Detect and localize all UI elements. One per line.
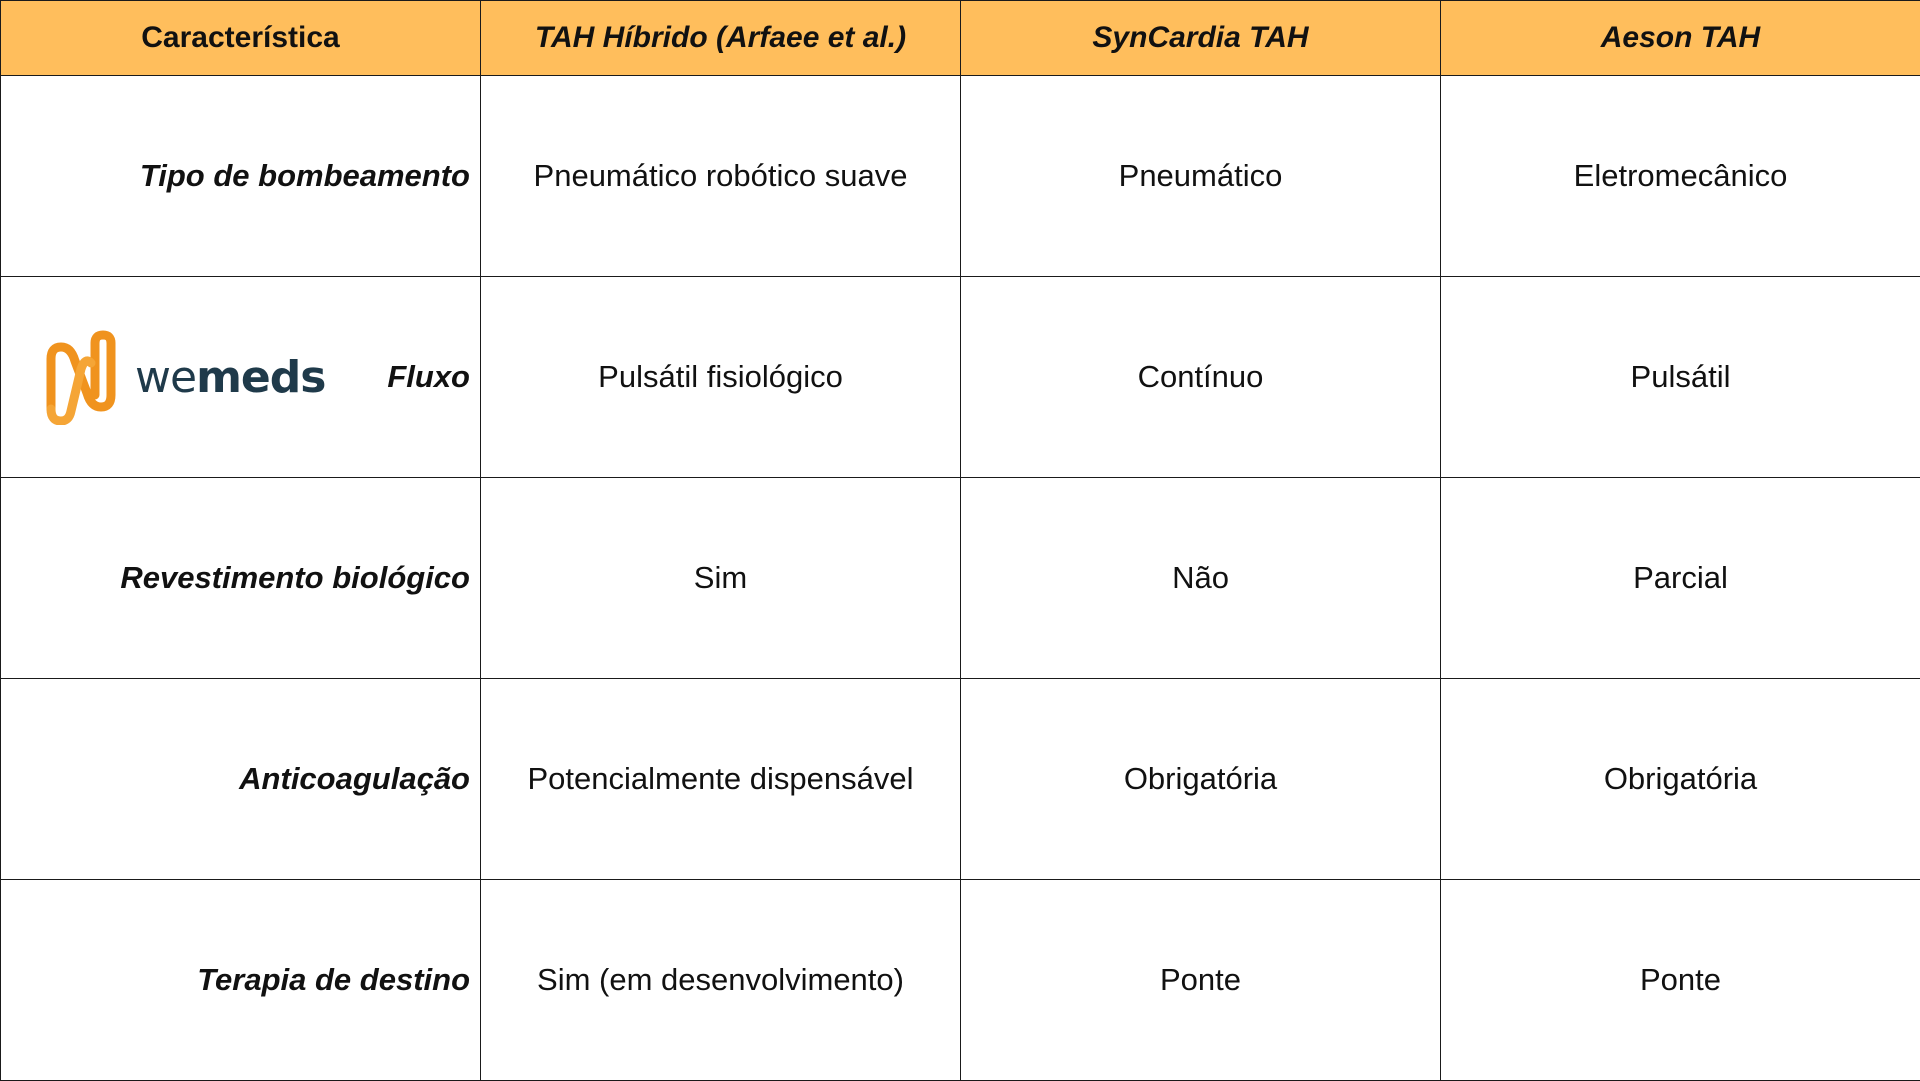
feature-cell-with-logo: [1, 277, 481, 478]
table-cell: Pulsátil: [1441, 277, 1920, 478]
table-cell: Ponte: [1441, 880, 1920, 1081]
table-row: [1, 679, 1920, 880]
table-cell: Pneumático robótico suave: [481, 76, 961, 277]
table-cell: Contínuo: [961, 277, 1441, 478]
wemeds-wave-icon: [41, 329, 121, 425]
table-row: [1, 880, 1920, 1081]
table-cell: Potencialmente dispensável: [481, 679, 961, 880]
table-cell: Não: [961, 478, 1441, 679]
header-aeson-tah: Aeson TAH: [1441, 1, 1920, 76]
table-cell: Pulsátil fisiológico: [481, 277, 961, 478]
table-cell: Eletromecânico: [1441, 76, 1920, 277]
feature-label: Fluxo: [387, 359, 470, 394]
feature-label: Tipo de bombeamento: [1, 76, 481, 277]
header-syncardia-tah: SynCardia TAH: [961, 1, 1441, 76]
header-row: [1, 1, 1920, 76]
table-row: [1, 76, 1920, 277]
table-cell: Parcial: [1441, 478, 1920, 679]
feature-label: Anticoagulação: [1, 679, 481, 880]
feature-label: Revestimento biológico: [1, 478, 481, 679]
table-cell: Pneumático: [961, 76, 1441, 277]
table-row: [1, 277, 1920, 478]
header-hybrid-tah: TAH Híbrido (Arfaee et al.): [481, 1, 961, 76]
table-cell: Sim: [481, 478, 961, 679]
table-cell: Ponte: [961, 880, 1441, 1081]
wemeds-logo: [41, 329, 325, 425]
feature-label: Terapia de destino: [1, 880, 481, 1081]
table-cell: Sim (em desenvolvimento): [481, 880, 961, 1081]
table-row: [1, 478, 1920, 679]
table-cell: Obrigatória: [1441, 679, 1920, 880]
header-feature: Característica: [1, 1, 481, 76]
logo-wordmark: wemeds: [135, 352, 325, 403]
table-cell: Obrigatória: [961, 679, 1441, 880]
